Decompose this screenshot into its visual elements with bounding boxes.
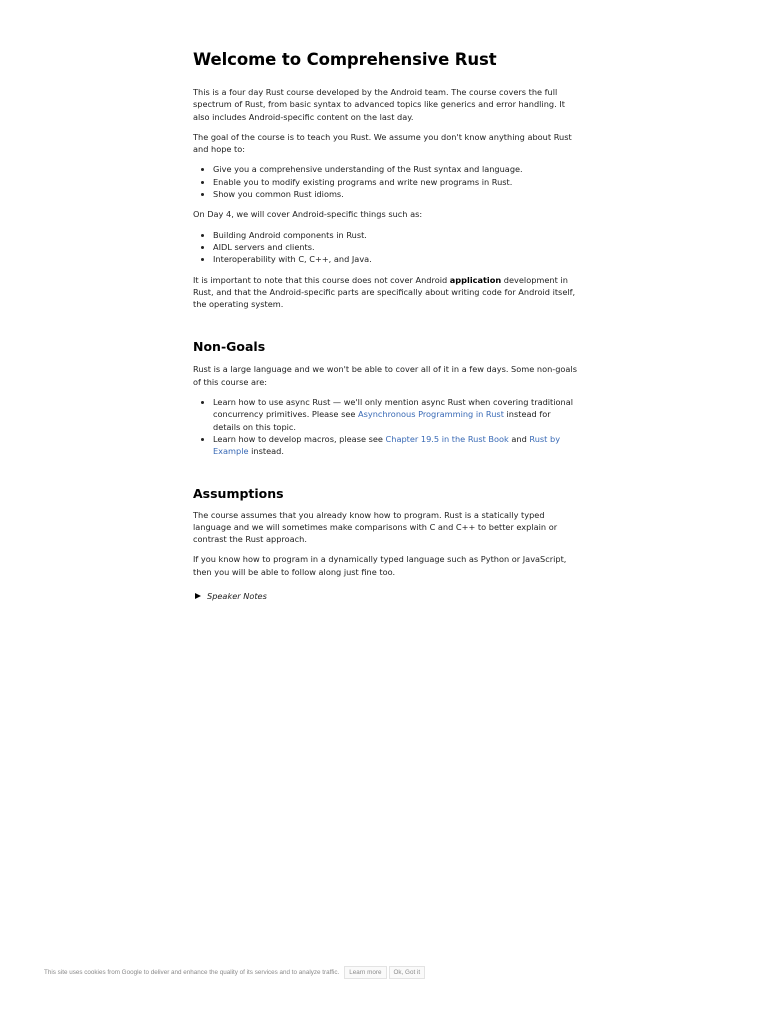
non-goals-paragraph: Rust is a large language and we won't be able to cover all of it in a few days. Some non-goals of this course are:	[193, 364, 577, 387]
list-item: • Give you a comprehensive understanding of the Rust syntax and language.	[213, 163, 577, 175]
intro-paragraph-3: On Day 4, we will cover Android-specific things such as:	[193, 209, 423, 220]
text-span: Learn how to use async Rust — we'll only mention async Rust when covering traditional concurrency primitives. Please see	[213, 397, 574, 420]
intro-paragraph-4	[193, 274, 577, 311]
cookie-message: This site uses cookies from Google to deliver and enhance the quality of its services and to analyze traffic.	[44, 969, 340, 976]
cookie-banner	[44, 966, 425, 979]
text-span: It is important to note that this course does not cover Android	[193, 274, 450, 285]
speaker-notes-label: Speaker Notes	[207, 591, 267, 602]
rust-book-link[interactable]: Chapter 19.5 in the Rust Book	[385, 433, 509, 444]
intro-paragraph-2: The goal of the course is to teach you Rust. We assume you don't know anything about Rust and hope to:	[193, 131, 572, 155]
learn-more-button[interactable]: Learn more	[344, 966, 386, 979]
assumptions-paragraph-1: The course assumes that you already know how to program. Rust is a statically typed language and we will sometimes make comparisons with C and C++ to better explain or contrast the Rust approach.	[193, 509, 558, 545]
text-span: instead.	[248, 446, 284, 457]
async-programming-link[interactable]: Asynchronous Programming in Rust	[358, 409, 504, 420]
goals-list	[193, 163, 577, 200]
non-goals-heading: Non-Goals	[193, 339, 266, 355]
non-goals-list	[193, 396, 577, 457]
main-content	[193, 48, 577, 601]
text-span: Learn how to develop macros, please see	[213, 433, 386, 444]
list-item: • Interoperability with C, C++, and Java.	[213, 253, 577, 265]
list-item	[213, 433, 577, 458]
list-item: • Show you common Rust idioms.	[213, 188, 577, 200]
list-item: • AIDL servers and clients.	[213, 241, 577, 253]
ok-got-it-button[interactable]: Ok, Got it	[389, 966, 426, 979]
page-title: Welcome to Comprehensive Rust	[193, 50, 497, 69]
intro-paragraph-1: This is a four day Rust course developed by the Android team. The course covers the full spectrum of Rust, from basic syntax to advanced topics like generics and error handling. It also includes Android-specific content on the last day.	[193, 87, 565, 122]
disclosure-triangle-icon	[195, 593, 201, 599]
emphasis-application: application	[449, 274, 502, 285]
text-span: instead for details on this topic.	[213, 409, 551, 432]
text-span: development in Rust, and that the Android-specific parts are specifically about writing code for Android itself, the operating system.	[193, 274, 576, 310]
text-span: and	[508, 433, 530, 444]
list-item: • Building Android components in Rust.	[213, 229, 577, 241]
android-list	[193, 229, 577, 266]
speaker-notes-toggle[interactable]	[193, 591, 577, 601]
assumptions-paragraph-2: If you know how to program in a dynamically typed language such as Python or JavaScript, then you will be able to follow along just fine too.	[193, 554, 567, 577]
list-item: • Enable you to modify existing programs and write new programs in Rust.	[213, 176, 577, 188]
assumptions-heading: Assumptions	[193, 485, 284, 501]
list-item	[213, 396, 577, 433]
rust-by-example-link[interactable]: Rust by Example	[213, 433, 561, 457]
